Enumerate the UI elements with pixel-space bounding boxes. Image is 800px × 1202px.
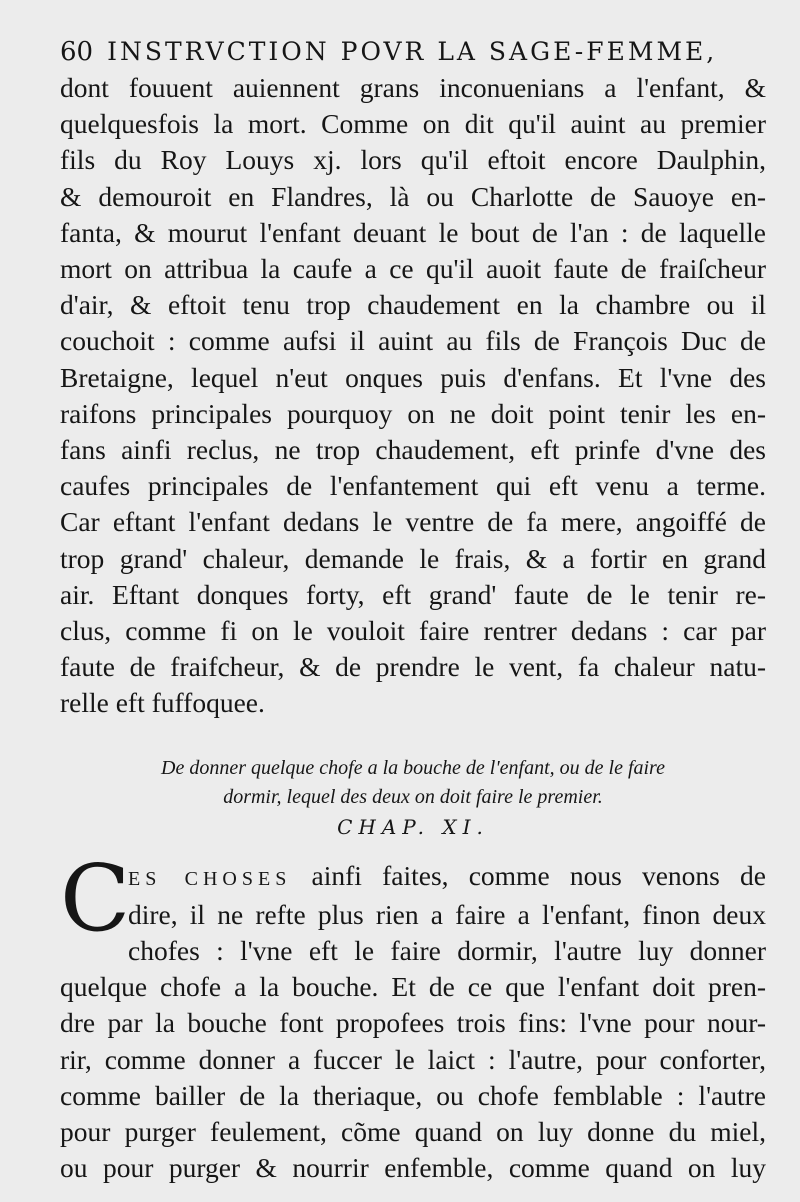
chapter-heading-line: dormir, lequel des deux on doit faire le premier.	[223, 785, 603, 808]
text-line: dre par la bouche font propofees trois fins: l'vne pour nour-	[60, 1007, 766, 1039]
running-title: INSTRVCTION POVR LA SAGE-FEMME,	[107, 37, 718, 66]
text-line: relle eft fuffoquee.	[60, 687, 265, 719]
text-line	[60, 858, 766, 897]
text-line-rest: ainfi faites, comme nous venons de	[311, 859, 767, 891]
text-line: couchoit : comme aufsi il auint au fils de François Duc de	[60, 325, 766, 357]
text-line: fanta, & mourut l'enfant deuant le bout de l'an : de laquelle	[60, 216, 766, 248]
paragraph	[60, 70, 766, 722]
text-line: dire, il ne refte plus rien a faire a l'enfant, finon deux	[128, 898, 766, 930]
chapter-label: CHAP. XI.	[337, 814, 489, 839]
page-number: 60	[60, 37, 94, 67]
text-line: chofes : l'vne eft le faire dormir, l'autre luy donner	[128, 935, 766, 967]
text-line: faute de fraifcheur, & de prendre le vent, fa chaleur natu-	[60, 651, 766, 683]
running-head	[60, 34, 766, 70]
text-line: quelquesfois la mort. Comme on dit qu'il auint au premier	[60, 108, 766, 140]
text-line: ou pour purger & nourrir enfemble, comme quand on luy	[60, 1152, 766, 1184]
text-line: fils du Roy Louys xj. lors qu'il eftoit encore Daulphin,	[60, 144, 766, 176]
text-line: caufes principales de l'enfantement qui eft venu a terme.	[60, 470, 766, 502]
text-line: raifons principales pourquoy on ne doit point tenir les en-	[60, 397, 766, 429]
text-line: pour purger feulement, cõme quand on luy donne du miel,	[60, 1116, 766, 1148]
text-line: fans ainfi reclus, ne trop chaudement, eft prinfe d'vne des	[60, 434, 766, 466]
text-line: air. Eftant donques forty, eft grand' faute de le tenir re-	[60, 578, 766, 610]
text-line: Car eftant l'enfant dedans le ventre de fa mere, angoiffé de	[60, 506, 766, 538]
text-line: clus, comme fi on le vouloit faire rentrer dedans : car par	[60, 615, 766, 647]
text-line: quelque chofe a la bouche. Et de ce que l'enfant doit pren-	[60, 971, 766, 1003]
chapter-heading-line: De donner quelque chofe a la bouche de l'enfant, ou de le faire	[161, 756, 665, 779]
drop-cap: C	[60, 844, 131, 952]
text-line: rir, comme donner a fuccer le laict : l'autre, pour conforter,	[60, 1043, 766, 1075]
small-caps-opening: ES CHOSES	[128, 867, 292, 890]
chapter-heading	[60, 754, 766, 812]
chapter-body	[60, 844, 767, 1187]
text-line: mort on attribua la caufe a ce qu'il auoit faute de fraiſcheur	[60, 253, 766, 285]
text-line: trop grand' chaleur, demande le frais, & a fortir en grand	[60, 542, 766, 574]
text-line: & demouroit en Flandres, là ou Charlotte de Sauoye en-	[60, 180, 766, 212]
text-line: Bretaigne, lequel n'eut onques puis d'enfans. Et l'vne des	[60, 361, 766, 393]
text-line: dont fouuent auiennent grans inconuenians a l'enfant, &	[60, 72, 766, 103]
text-line: d'air, & eftoit tenu trop chaudement en la chambre ou il	[60, 289, 766, 321]
text-line: comme bailler de la theriaque, ou chofe femblable : l'autre	[60, 1079, 766, 1111]
